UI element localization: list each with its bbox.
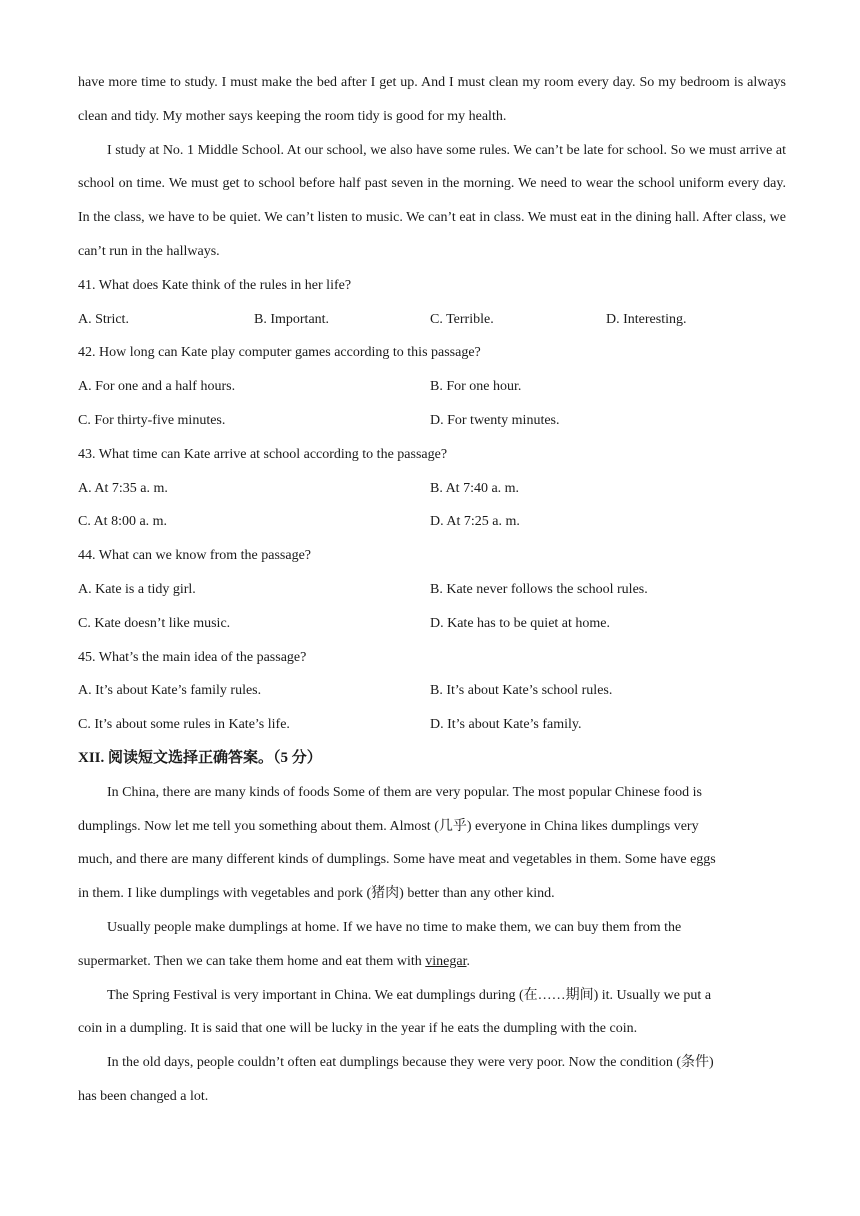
passage2-line: much, and there are many different kinds of dumplings. Some have meat and vegetables in them. Some have eggs: [78, 852, 716, 868]
question-41-options: [78, 303, 786, 337]
option-b: B. For one hour.: [430, 379, 522, 395]
document-page: [78, 66, 786, 1114]
question-41: 41. What does Kate think of the rules in her life?: [78, 277, 352, 293]
passage2-line: The Spring Festival is very important in China. We eat dumplings during (在……期间) it. Usually we put a: [107, 987, 712, 1003]
option-c: C. Terrible.: [430, 311, 494, 327]
passage2-line: [78, 945, 786, 979]
option-c: C. For thirty-five minutes.: [78, 412, 226, 428]
option-a: A. Strict.: [78, 311, 129, 327]
option-d: D. Interesting.: [606, 311, 687, 327]
passage2-text: .: [466, 953, 471, 969]
option-d: D. Kate has to be quiet at home.: [430, 615, 611, 631]
option-b: B. It’s about Kate’s school rules.: [430, 683, 613, 699]
section-title: XII. 阅读短文选择正确答案。（5 分）: [78, 749, 322, 766]
option-b: B. Important.: [254, 311, 330, 327]
option-d: D. For twenty minutes.: [430, 412, 560, 428]
option-a: A. Kate is a tidy girl.: [78, 581, 196, 597]
option-c: C. At 8:00 a. m.: [78, 514, 168, 530]
option-b: B. At 7:40 a. m.: [430, 480, 520, 496]
question-43: 43. What time can Kate arrive at school according to the passage?: [78, 446, 448, 462]
option-b: B. Kate never follows the school rules.: [430, 581, 648, 597]
option-d: D. At 7:25 a. m.: [430, 514, 520, 530]
passage2-line: coin in a dumpling. It is said that one will be lucky in the year if he eats the dumpling with the coin.: [78, 1021, 638, 1037]
passage2-line: has been changed a lot.: [78, 1088, 209, 1104]
question-43-options: [78, 472, 786, 540]
option-c: C. It’s about some rules in Kate’s life.: [78, 717, 290, 733]
passage2-text: supermarket. Then we can take them home and eat them with: [78, 953, 426, 969]
passage1-paragraph-2: I study at No. 1 Middle School. At our school, we also have some rules. We can’t be late for school. So we must arrive at school on time. We must get to school before half past seven in the morning. We need to wear the school uniform every day. In the class, we have to be quiet. We can’t listen to music. We can’t eat in class. We must eat in the dining hall. After class, we can’t run in the hallways.: [78, 142, 786, 259]
option-a: A. At 7:35 a. m.: [78, 480, 168, 496]
passage2-line: Usually people make dumplings at home. If we have no time to make them, we can buy them from the: [107, 919, 682, 935]
option-a: A. For one and a half hours.: [78, 379, 236, 395]
question-45-options: [78, 674, 786, 742]
question-42-options: [78, 370, 786, 438]
passage2-line: in them. I like dumplings with vegetables and pork (猪肉) better than any other kind.: [78, 886, 555, 902]
question-45: 45. What’s the main idea of the passage?: [78, 649, 307, 665]
passage1-paragraph-1: have more time to study. I must make the bed after I get up. And I must clean my room every day. So my bedroom is always clean and tidy. My mother says keeping the room tidy is good for my health.: [78, 75, 786, 124]
question-42: 42. How long can Kate play computer games according to this passage?: [78, 345, 481, 361]
passage2-line: In China, there are many kinds of foods Some of them are very popular. The most popular Chinese food is: [107, 784, 702, 800]
passage2-line: In the old days, people couldn’t often eat dumplings because they were very poor. Now the condition (条件): [107, 1055, 714, 1071]
option-d: D. It’s about Kate’s family.: [430, 717, 582, 733]
underlined-word: vinegar: [425, 953, 467, 969]
passage2-line: dumplings. Now let me tell you something about them. Almost (几乎) everyone in China likes dumplings very: [78, 818, 699, 834]
option-c: C. Kate doesn’t like music.: [78, 615, 231, 631]
question-44-options: [78, 573, 786, 641]
question-44: 44. What can we know from the passage?: [78, 548, 311, 564]
option-a: A. It’s about Kate’s family rules.: [78, 683, 262, 699]
